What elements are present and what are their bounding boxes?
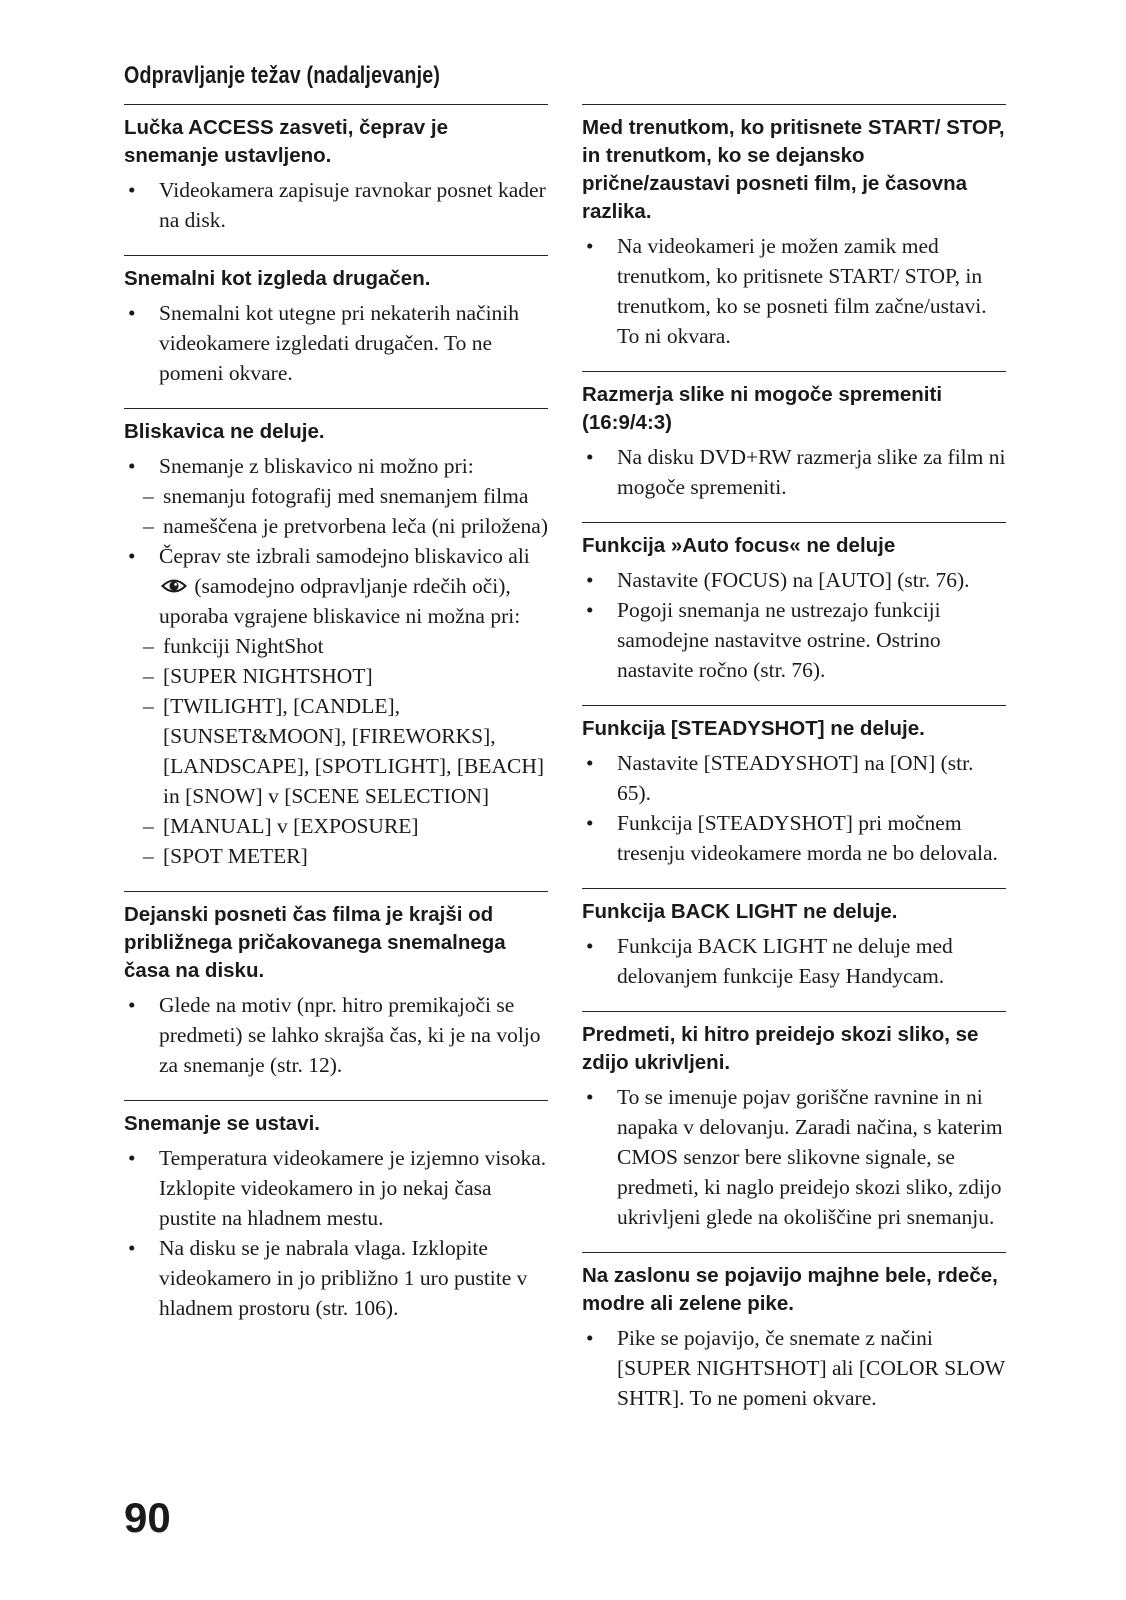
sub-list-item: – [MANUAL] v [EXPOSURE]: [143, 814, 419, 838]
list-item: • Nastavite [STEADYSHOT] na [ON] (str. 65).: [586, 751, 974, 805]
list-item: • Temperatura videokamere je izjemno visoka. Izklopite videokamero in jo nekaj časa pustite na hladnem mestu.: [128, 1146, 547, 1230]
page-number: 90: [124, 1494, 171, 1541]
sub-list-item: – snemanju fotografij med snemanjem filma: [143, 484, 529, 508]
sub-list-item: – [TWILIGHT], [CANDLE], [SUNSET&MOON], [FIREWORKS], [LANDSCAPE], [SPOTLIGHT], [BEACH] in [SNOW] v [SCENE SELECTION]: [143, 694, 545, 808]
section-heading: Razmerja slike ni mogoče spremeniti (16:9/4:3): [582, 383, 943, 434]
section-heading: Lučka ACCESS zasveti, čeprav je snemanje ustavljeno.: [124, 116, 448, 167]
section-heading: Funkcija »Auto focus« ne deluje: [582, 534, 896, 557]
list-item: • Pike se pojavijo, če snemate z načini [SUPER NIGHTSHOT] ali [COLOR SLOW SHTR]. To ne pomeni okvare.: [586, 1326, 1005, 1410]
section-start-stop-delay: [582, 104, 1006, 351]
section-heading: Snemanje se ustavi.: [124, 1112, 320, 1135]
section-back-light: [582, 888, 1006, 991]
list-item: • To se imenuje pojav goriščne ravnine in ni napaka v delovanju. Zaradi načina, s katerim CMOS senzor bere slikovne signale, se predmeti, ki naglo preidejo skozi sliko, zdijo ukrivljeni glede na okoliščine pri snemanju.: [586, 1085, 1003, 1229]
section-flash: [124, 408, 548, 871]
list-item: • Čeprav ste izbrali samodejno bliskavico ali (samodejno odpravljanje rdečih oči), uporaba vgrajene bliskavice ni možna pri: – funkciji NightShot – [SUPER NIGHTSHOT] – [TWILIGHT], [CANDLE], [SUNSET&MOON], [FIREWORKS], [LANDSCAPE], [SPOTLIGHT], [BEACH] in [SNOW] v [SCENE SELECTION] – [MANUAL] v [EXPOSURE] – [SPOT METER]: [124, 541, 548, 871]
page-title: Odpravljanje težav (nadaljevanje): [124, 62, 441, 89]
section-focal-plane: [582, 1011, 1006, 1232]
section-heading: Dejanski posneti čas filma je krajši od približnega pričakovanega snemalnega časa na disku.: [124, 903, 506, 982]
list-item: • Na disku DVD+RW razmerja slike za film ni mogoče spremeniti.: [586, 445, 1006, 499]
list-item: • Snemalni kot utegne pri nekaterih načinih videokamere izgledati drugačen. To ne pomeni okvare.: [128, 301, 520, 385]
section-heading: Na zaslonu se pojavijo majhne bele, rdeče, modre ali zelene pike.: [582, 1264, 998, 1315]
sub-list-item: – nameščena je pretvorbena leča (ni priložena): [143, 514, 548, 538]
sub-list-item: – [SPOT METER]: [143, 844, 308, 868]
section-recording-angle: [124, 255, 548, 388]
red-eye-reduction-icon: [161, 576, 187, 596]
section-recording-time: [124, 891, 548, 1080]
left-column: [124, 104, 548, 1343]
section-heading: Funkcija BACK LIGHT ne deluje.: [582, 900, 898, 923]
list-item: • Videokamera zapisuje ravnokar posnet kader na disk.: [128, 178, 546, 232]
list-item: • Na disku se je nabrala vlaga. Izklopite videokamero in jo približno 1 uro pustite v hladnem prostoru (str. 106).: [128, 1236, 528, 1320]
list-item: • Pogoji snemanja ne ustrezajo funkciji samodejne nastavitve ostrine. Ostrino nastavite ročno (str. 76).: [586, 598, 941, 682]
right-column: [582, 104, 1006, 1433]
list-item: • Glede na motiv (npr. hitro premikajoči se predmeti) se lahko skrajša čas, ki je na voljo za snemanje (str. 12).: [128, 993, 541, 1077]
section-recording-stops: [124, 1100, 548, 1323]
sub-list-item: – [SUPER NIGHTSHOT]: [143, 664, 373, 688]
section-access-lamp: [124, 104, 548, 235]
section-aspect-ratio: [582, 371, 1006, 502]
section-heading: Predmeti, ki hitro preidejo skozi sliko, se zdijo ukrivljeni.: [582, 1023, 979, 1074]
section-heading: Snemalni kot izgleda drugačen.: [124, 267, 431, 290]
list-item: • Snemanje z bliskavico ni možno pri: – snemanju fotografij med snemanjem filma – nameščena je pretvorbena leča (ni priložena): [124, 451, 548, 541]
section-colored-dots: [582, 1252, 1006, 1413]
section-steadyshot: [582, 705, 1006, 868]
section-auto-focus: [582, 522, 1006, 685]
list-item: • Funkcija BACK LIGHT ne deluje med delovanjem funkcije Easy Handycam.: [586, 934, 953, 988]
sub-list-item: – funkciji NightShot: [143, 634, 324, 658]
section-heading: Med trenutkom, ko pritisnete START/ STOP, in trenutkom, ko se dejansko prične/zaustavi posneti film, je časovna razlika.: [582, 116, 1005, 223]
list-item: • Nastavite (FOCUS) na [AUTO] (str. 76).: [586, 568, 970, 592]
section-heading: Funkcija [STEADYSHOT] ne deluje.: [582, 717, 925, 740]
list-item: • Na videokameri je možen zamik med trenutkom, ko pritisnete START/ STOP, in trenutkom, ko se posneti film začne/ustavi. To ni okvara.: [586, 234, 987, 348]
list-item: • Funkcija [STEADYSHOT] pri močnem tresenju videokamere morda ne bo delovala.: [586, 811, 998, 865]
section-heading: Bliskavica ne deluje.: [124, 420, 325, 443]
